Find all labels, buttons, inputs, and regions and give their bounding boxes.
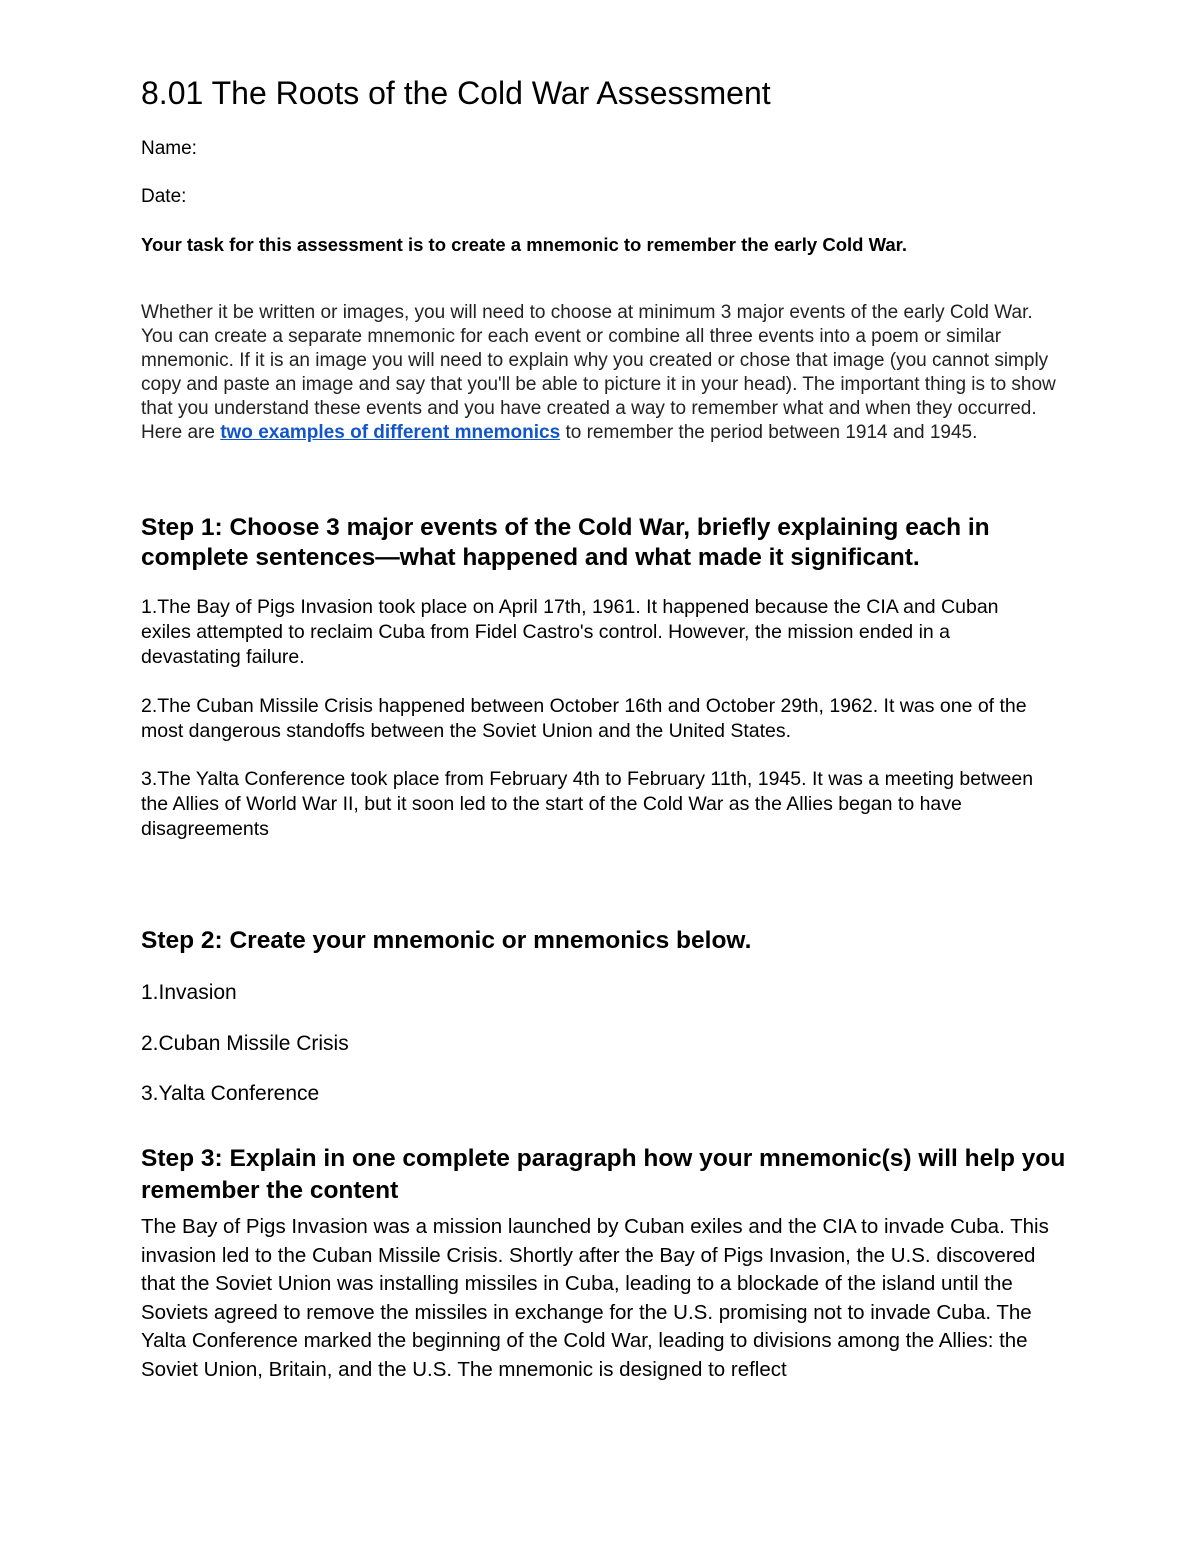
instructions-text-before-link: Whether it be written or images, you will need to choose at minimum 3 major events of the early Cold War. You can create a separate mnemonic for each event or combine all three events into a poem or similar mnemonic. If it is an image you will need to explain why you created or chose that image (you cannot simply copy and paste an image and say that you'll be able to picture it in your head). The important thing is to show that you understand these events and you have created a way to remember what and when they occurred. Here are	[141, 302, 1056, 443]
instructions-text-after-link: to remember the period between 1914 and 1945.	[560, 422, 978, 443]
mnemonic-item-1: 1.Invasion	[141, 981, 237, 1004]
page-title: 8.01 The Roots of the Cold War Assessment	[141, 75, 771, 111]
date-field-label: Date:	[141, 186, 187, 207]
mnemonic-item-2: 2.Cuban Missile Crisis	[141, 1032, 349, 1055]
step1-event-1: 1.The Bay of Pigs Invasion took place on April 17th, 1961. It happened because the CIA and Cuban exiles attempted to reclaim Cuba from Fidel Castro's control. However, the mission ended in a devastating failure.	[141, 596, 999, 668]
step3-explanation-paragraph: The Bay of Pigs Invasion was a mission launched by Cuban exiles and the CIA to invade Cuba. This invasion led to the Cuban Missile Crisis. Shortly after the Bay of Pigs Invasion, the U.S. discovered that the Soviet Union was installing missiles in Cuba, leading to a blockade of the island until the Soviets agreed to remove the missiles in exchange for the U.S. promising not to invade Cuba. The Yalta Conference marked the beginning of the Cold War, leading to divisions among the Allies: the Soviet Union, Britain, and the U.S. The mnemonic is designed to reflect	[141, 1215, 1049, 1381]
mnemonic-examples-link[interactable]: two examples of different mnemonics	[220, 422, 561, 443]
step1-heading: Step 1: Choose 3 major events of the Cold War, briefly explaining each in complete sentences—what happened and what made it significant.	[141, 514, 990, 571]
step1-event-2: 2.The Cuban Missile Crisis happened between October 16th and October 29th, 1962. It was one of the most dangerous standoffs between the Soviet Union and the United States.	[141, 695, 1027, 742]
step1-event-3: 3.The Yalta Conference took place from February 4th to February 11th, 1945. It was a meeting between the Allies of World War II, but it soon led to the start of the Cold War as the Allies began to have disagreements	[141, 768, 1034, 840]
step2-heading: Step 2: Create your mnemonic or mnemonics below.	[141, 927, 752, 954]
mnemonic-item-3: 3.Yalta Conference	[141, 1082, 320, 1105]
step3-heading: Step 3: Explain in one complete paragraph how your mnemonic(s) will help you remember the content	[141, 1145, 1066, 1204]
name-field-label: Name:	[141, 138, 197, 159]
task-statement: Your task for this assessment is to create a mnemonic to remember the early Cold War.	[141, 234, 907, 255]
instructions-paragraph	[141, 301, 1061, 445]
